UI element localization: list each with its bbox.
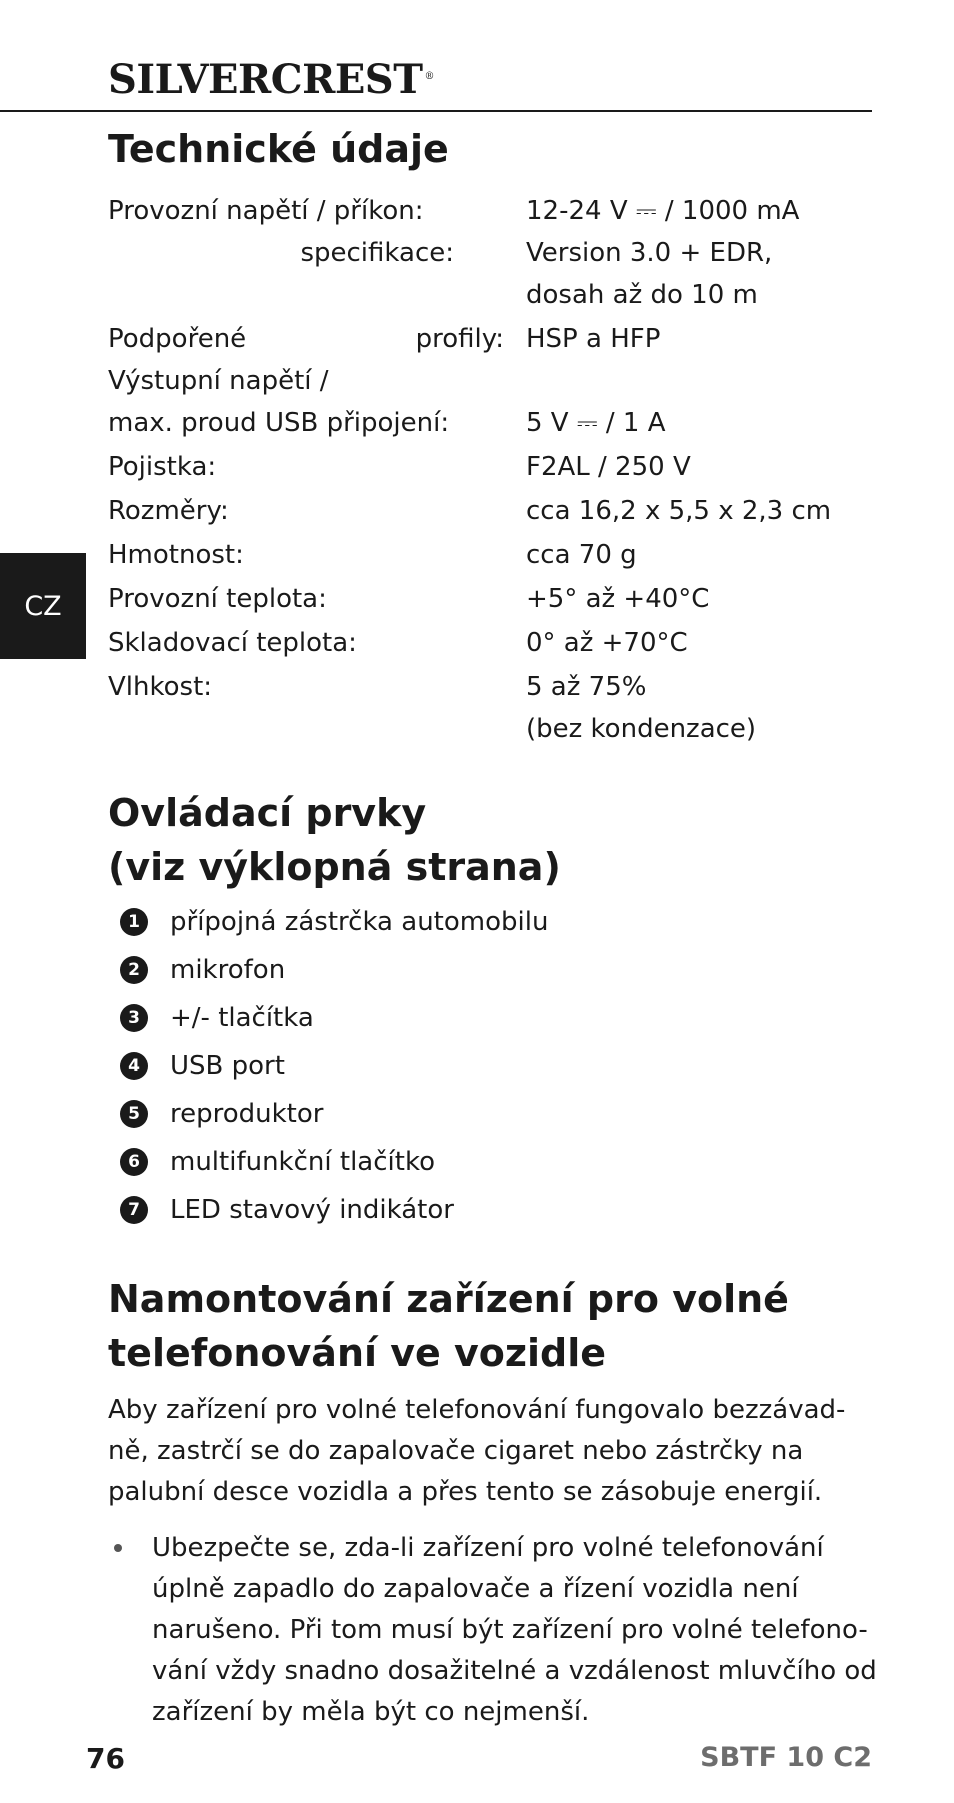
- model-number: SBTF 10 C2: [700, 1742, 872, 1773]
- list-item: [120, 1186, 548, 1234]
- spec-value: cca 16,2 x 5,5 x 2,3 cm: [526, 496, 832, 526]
- list-item-label: LED stavový indikátor: [170, 1195, 454, 1225]
- spec-row: [108, 578, 878, 620]
- number-badge: 5: [120, 1100, 148, 1128]
- list-item-label: reproduktor: [170, 1099, 324, 1129]
- mounting-paragraph: Aby zařízení pro volné telefonování fungovalo bezzávad-ně, zastrčí se do zapalovače cigaret nebo zástrčky na palubní desce vozidla a přes tento se zásobuje energií.: [108, 1395, 846, 1507]
- spec-row: [108, 402, 878, 444]
- spec-row: [108, 666, 878, 708]
- spec-label: Pojistka:: [108, 452, 217, 482]
- brand-logo: [108, 56, 434, 103]
- mounting-bullet: [108, 1528, 878, 1733]
- spec-value: 12-24 V ⎓ / 1000 mA: [526, 196, 800, 226]
- number-badge: 6: [120, 1148, 148, 1176]
- page-number: 76: [86, 1742, 125, 1775]
- tech-section-title: Technické údaje: [108, 127, 449, 171]
- spec-row: [108, 274, 878, 316]
- spec-value: cca 70 g: [526, 540, 637, 570]
- list-item-label: +/- tlačítka: [170, 1003, 314, 1033]
- spec-label: Hmotnost:: [108, 540, 244, 570]
- spec-label: Skladovací teplota:: [108, 628, 357, 658]
- spec-label-part: profily:: [415, 324, 504, 354]
- bullet-icon: [114, 1544, 122, 1552]
- brand-name: SILVERCREST: [108, 56, 423, 103]
- spec-row: [108, 318, 878, 360]
- spec-label: specifikace:: [300, 238, 454, 268]
- list-item: [120, 994, 548, 1042]
- spec-label: Výstupní napětí /: [108, 366, 329, 396]
- list-item-label: USB port: [170, 1051, 285, 1081]
- spec-value: (bez kondenzace): [526, 714, 757, 744]
- language-tab-label: CZ: [24, 590, 62, 622]
- spec-label: Rozměry:: [108, 496, 229, 526]
- mounting-bullet-text: Ubezpečte se, zda-li zařízení pro volné telefonování úplně zapadlo do zapalovače a řízení vozidla není narušeno. Při tom musí být zařízení pro volné telefono-vání vždy snadno dosažitelné a vzdálenost mluvčího od zařízení by měla být co nejmenší.: [152, 1533, 877, 1727]
- controls-section-title-line1: Ovládací prvky: [108, 791, 427, 835]
- controls-section-title-line2: (viz výklopná strana): [108, 845, 561, 889]
- registered-mark: ®: [424, 70, 434, 82]
- spec-value: Version 3.0 + EDR,: [526, 238, 773, 268]
- spec-row: [108, 622, 878, 664]
- spec-value: +5° až +40°C: [526, 584, 710, 614]
- mounting-section-title-line1: Namontování zařízení pro volné: [108, 1277, 789, 1321]
- number-badge: 1: [120, 908, 148, 936]
- list-item: [120, 898, 548, 946]
- spec-value: [526, 360, 878, 402]
- spec-label: max. proud USB připojení:: [108, 408, 450, 438]
- number-badge: 2: [120, 956, 148, 984]
- list-item-label: multifunkční tlačítko: [170, 1147, 435, 1177]
- spec-value: HSP a HFP: [526, 324, 661, 354]
- spec-label: [108, 708, 526, 750]
- spec-row: [108, 190, 878, 232]
- spec-label-part: Podpořené: [108, 324, 247, 354]
- mounting-section-title-line2: telefonování ve vozidle: [108, 1331, 607, 1375]
- spec-value: 5 V ⎓ / 1 A: [526, 408, 666, 438]
- list-item-label: přípojná zástrčka automobilu: [170, 907, 549, 937]
- list-item: [120, 1090, 548, 1138]
- spec-label: [108, 274, 526, 316]
- spec-label: Provozní napětí / příkon:: [108, 196, 424, 226]
- spec-value: dosah až do 10 m: [526, 280, 758, 310]
- list-item: [120, 1138, 548, 1186]
- spec-label: Provozní teplota:: [108, 584, 327, 614]
- number-badge: 7: [120, 1196, 148, 1224]
- spec-value: 5 až 75%: [526, 672, 647, 702]
- spec-row: [108, 446, 878, 488]
- spec-row: [108, 232, 878, 274]
- header-rule: [0, 110, 872, 112]
- number-badge: 3: [120, 1004, 148, 1032]
- spec-value: F2AL / 250 V: [526, 452, 691, 482]
- list-item-label: mikrofon: [170, 955, 286, 985]
- number-badge: 4: [120, 1052, 148, 1080]
- spec-label: Vlhkost:: [108, 672, 213, 702]
- spec-row: [108, 360, 878, 402]
- spec-row: [108, 534, 878, 576]
- list-item: [120, 946, 548, 994]
- spec-label: [108, 318, 526, 360]
- spec-row: [108, 490, 878, 532]
- spec-value: 0° až +70°C: [526, 628, 688, 658]
- spec-row: [108, 708, 878, 750]
- controls-list: [120, 898, 548, 1234]
- tech-spec-table: [108, 190, 878, 750]
- language-tab: [0, 553, 86, 659]
- list-item: [120, 1042, 548, 1090]
